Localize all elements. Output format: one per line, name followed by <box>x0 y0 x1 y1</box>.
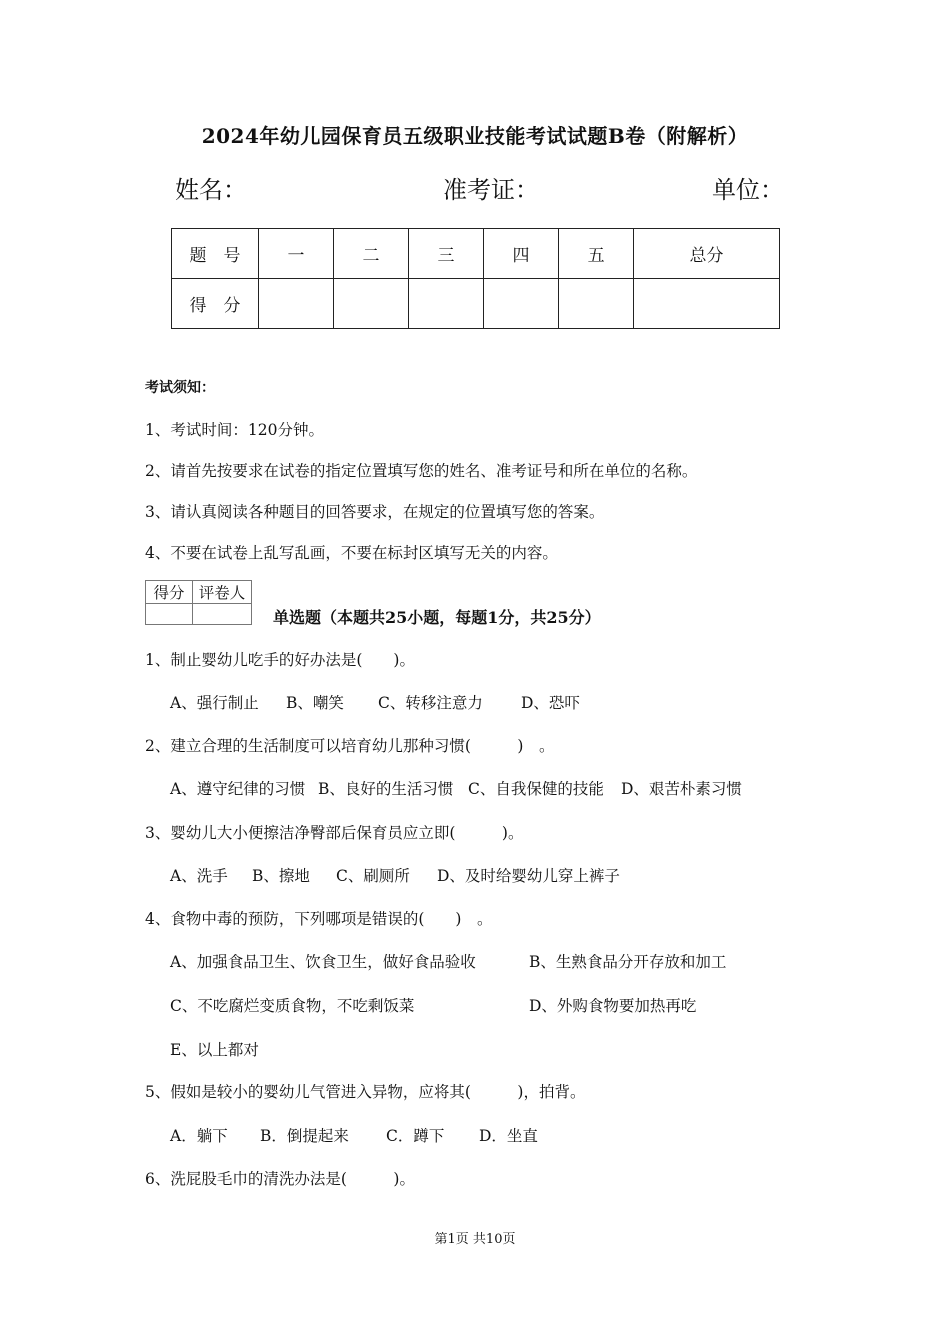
score-cell <box>484 279 559 329</box>
note-item: 4、不要在试卷上乱写乱画，不要在标封区填写无关的内容。 <box>145 544 558 562</box>
document-title: 2024年幼儿园保育员五级职业技能考试试题B卷（附解析） <box>201 124 749 148</box>
score-cell <box>334 279 409 329</box>
question-option: C、转移注意力 <box>378 694 483 712</box>
score-header-cell: 题 号 <box>172 229 259 279</box>
question-option: C、不吃腐烂变质食物，不吃剩饭菜 <box>170 997 415 1015</box>
score-table <box>171 228 780 329</box>
score-row-label: 得 分 <box>172 279 259 329</box>
question-option: C、刷厕所 <box>336 867 410 885</box>
question-option: A、洗手 <box>170 867 228 885</box>
note-item: 2、请首先按要求在试卷的指定位置填写您的姓名、准考证号和所在单位的名称。 <box>145 462 698 480</box>
question-option: A、加强食品卫生、饮食卫生，做好食品验收 <box>170 953 476 971</box>
score-cell <box>259 279 334 329</box>
question-option: B、生熟食品分开存放和加工 <box>529 953 727 971</box>
score-cell <box>559 279 634 329</box>
question-option: E、以上都对 <box>170 1041 259 1059</box>
unit-label: 单位： <box>712 176 784 204</box>
note-item: 3、请认真阅读各种题目的回答要求，在规定的位置填写您的答案。 <box>145 503 605 521</box>
question-option: B、良好的生活习惯 <box>318 780 454 798</box>
name-label: 姓名： <box>175 176 247 204</box>
question-text: 2、建立合理的生活制度可以培育幼儿那种习惯( ) 。 <box>145 737 555 755</box>
score-header-cell: 二 <box>334 229 409 279</box>
question-text: 3、婴幼儿大小便擦洁净臀部后保育员应立即( )。 <box>145 824 524 842</box>
question-option: D、及时给婴幼儿穿上裤子 <box>437 867 620 885</box>
question-option: D、艰苦朴素习惯 <box>621 780 742 798</box>
score-header-cell: 四 <box>484 229 559 279</box>
section-title: 单选题（本题共25小题，每题1分，共25分） <box>273 608 601 627</box>
page-footer: 第1页 共10页 <box>434 1232 516 1247</box>
score-cell <box>409 279 484 329</box>
notes-title: 考试须知： <box>145 380 215 396</box>
score-cell <box>634 279 780 329</box>
grader-reviewer-cell <box>193 604 252 625</box>
question-option: C．蹲下 <box>386 1127 445 1145</box>
score-header-cell: 三 <box>409 229 484 279</box>
question-option: A．躺下 <box>170 1127 228 1145</box>
score-header-cell: 五 <box>559 229 634 279</box>
grader-score-cell <box>146 604 193 625</box>
question-option: A、强行制止 <box>170 694 259 712</box>
question-option: D．坐直 <box>479 1127 538 1145</box>
question-option: D、恐吓 <box>521 694 580 712</box>
question-option: B．倒提起来 <box>260 1127 349 1145</box>
score-table-score-row <box>172 279 780 329</box>
question-text: 1、制止婴幼儿吃手的好办法是( )。 <box>145 651 415 669</box>
question-text: 5、假如是较小的婴幼儿气管进入异物，应将其( )，拍背。 <box>145 1083 586 1101</box>
score-table-header-row <box>172 229 780 279</box>
exam-id-label: 准考证： <box>443 176 539 204</box>
question-option: B、嘲笑 <box>286 694 344 712</box>
note-item: 1、考试时间：120分钟。 <box>145 421 324 439</box>
grader-box <box>145 580 252 625</box>
grader-score-label: 得分 <box>146 581 193 604</box>
question-option: A、遵守纪律的习惯 <box>170 780 306 798</box>
score-header-cell: 总分 <box>634 229 780 279</box>
grader-reviewer-label: 评卷人 <box>193 581 252 604</box>
question-text: 4、食物中毒的预防，下列哪项是错误的( ) 。 <box>145 910 493 928</box>
question-option: B、擦地 <box>252 867 310 885</box>
question-option: C、自我保健的技能 <box>468 780 604 798</box>
score-header-cell: 一 <box>259 229 334 279</box>
question-text: 6、洗屁股毛巾的清洗办法是( )。 <box>145 1170 415 1188</box>
question-option: D、外购食物要加热再吃 <box>529 997 697 1015</box>
